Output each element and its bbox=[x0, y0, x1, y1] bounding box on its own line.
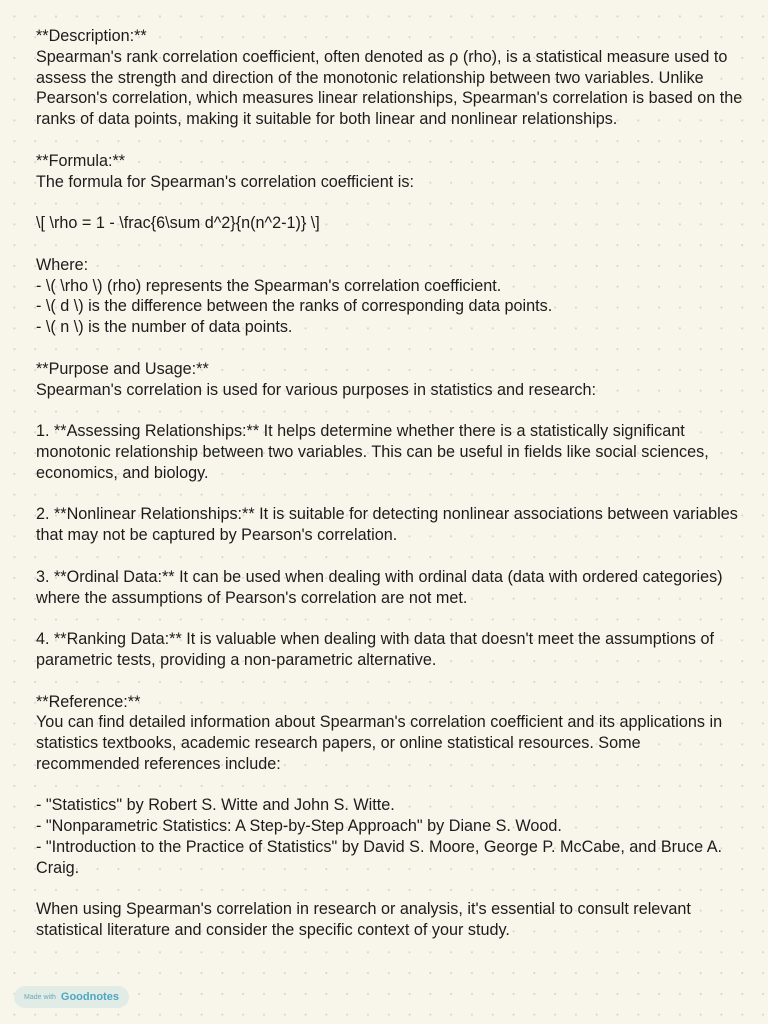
purpose-point-2 bbox=[36, 504, 748, 546]
where-item-d: - \( d \) is the difference between the ranks of corresponding data points. bbox=[36, 297, 553, 316]
formula-expression: \[ \rho = 1 - \frac{6\sum d^2}{n(n^2-1)} \] bbox=[36, 214, 320, 233]
where-item-n: - \( n \) is the number of data points. bbox=[36, 318, 293, 337]
formula-expression-section bbox=[36, 213, 748, 234]
reference-intro-section bbox=[36, 692, 748, 775]
purpose-intro: Spearman's correlation is used for various purposes in statistics and research: bbox=[36, 380, 597, 399]
reference-item-1: - "Statistics" by Robert S. Witte and John S. Witte. bbox=[36, 796, 395, 815]
goodnotes-logo: Goodnotes bbox=[60, 991, 119, 1003]
reference-item-2: - "Nonparametric Statistics: A Step-by-Step Approach" by Diane S. Wood. bbox=[36, 817, 562, 836]
reference-list bbox=[36, 795, 748, 878]
made-with-label: Made with bbox=[24, 993, 56, 1001]
closing-text: When using Spearman's correlation in research or analysis, it's essential to consult relevant statistical literature and consider the specific context of your study. bbox=[36, 900, 691, 940]
formula-intro-section bbox=[36, 151, 748, 193]
description-section bbox=[36, 26, 748, 130]
reference-intro: You can find detailed information about Spearman's correlation coefficient and its applications in statistics textbooks, academic research papers, or online statistical resources. Some recommended references include: bbox=[36, 713, 723, 773]
formula-heading: **Formula:** bbox=[36, 151, 126, 170]
made-with-goodnotes-badge[interactable] bbox=[14, 986, 129, 1008]
purpose-point-1-text: 1. **Assessing Relationships:** It helps determine whether there is a statistically significant monotonic relationship between two variables. This can be useful in fields like social sciences, economics, and biology. bbox=[36, 422, 709, 482]
where-section bbox=[36, 255, 748, 338]
reference-item-3: - "Introduction to the Practice of Statistics" by David S. Moore, George P. McCabe, and Bruce A. Craig. bbox=[36, 838, 722, 877]
reference-heading: **Reference:** bbox=[36, 692, 141, 711]
purpose-heading: **Purpose and Usage:** bbox=[36, 359, 209, 378]
purpose-point-3-text: 3. **Ordinal Data:** It can be used when dealing with ordinal data (data with ordered categories) where the assumptions of Pearson's correlation are not met. bbox=[36, 567, 723, 607]
purpose-intro-section bbox=[36, 359, 748, 401]
purpose-point-1 bbox=[36, 421, 748, 483]
purpose-point-4 bbox=[36, 629, 748, 671]
purpose-point-3 bbox=[36, 567, 748, 609]
where-item-rho: - \( \rho \) (rho) represents the Spearman's correlation coefficient. bbox=[36, 276, 502, 295]
where-heading: Where: bbox=[36, 255, 89, 274]
purpose-point-2-text: 2. **Nonlinear Relationships:** It is suitable for detecting nonlinear associations between variables that may not be captured by Pearson's correlation. bbox=[36, 505, 738, 545]
note-page bbox=[36, 26, 748, 962]
formula-intro: The formula for Spearman's correlation coefficient is: bbox=[36, 172, 414, 191]
description-heading: **Description:** bbox=[36, 27, 147, 45]
purpose-point-4-text: 4. **Ranking Data:** It is valuable when dealing with data that doesn't meet the assumptions of parametric tests, providing a non-parametric alternative. bbox=[36, 630, 714, 669]
closing-section bbox=[36, 899, 748, 941]
description-body: Spearman's rank correlation coefficient, often denoted as ρ (rho), is a statistical measure used to assess the strength and direction of the monotonic relationship between two variables. Unlike Pearson's correlation, which measures linear relationships, Spearman's correlation is based on the ranks of data points, making it suitable for both linear and nonlinear relationships. bbox=[36, 47, 743, 129]
